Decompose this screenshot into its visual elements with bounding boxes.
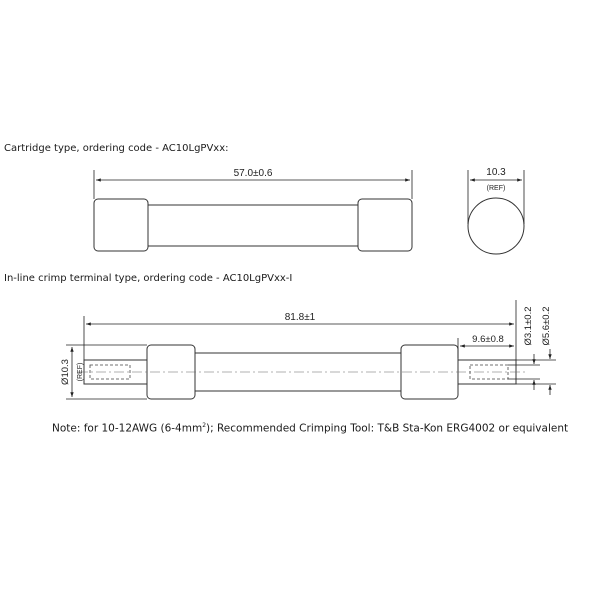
cartridge-body [148,205,358,246]
inline-caption: In-line crimp terminal type, ordering code - AC10LgPVxx-I [4,273,293,284]
cartridge-end-view [468,198,524,254]
inline-length-label: 81.8±1 [284,312,316,323]
inner-diameter-label: Ø3.1±0.2 [523,306,534,346]
note-suffix: ); Recommended Crimping Tool: T&B Sta-Kon ERG4002 or equivalent [206,422,569,435]
cartridge-diameter-label: 10.3 [486,167,506,178]
cartridge-length-label: 57.0±0.6 [233,168,273,179]
cartridge-left-cap [94,199,148,251]
cartridge-right-cap [358,199,412,251]
note-prefix: Note: for 10-12AWG (6-4mm [52,422,203,435]
body-diameter-label: Ø10.3 [60,359,71,385]
terminal-length-label: 9.6±0.8 [472,334,504,345]
cartridge-fuse-side-view [94,199,412,251]
outer-diameter-dimension [516,349,556,395]
cartridge-diameter-ref: (REF) [486,185,506,192]
outer-diameter-label: Ø5.6±0.2 [541,306,552,346]
note-superscript: 2 [202,422,207,429]
cartridge-caption: Cartridge type, ordering code - AC10LgPVxx: [4,143,229,154]
body-diameter-ref: (REF) [77,362,84,382]
